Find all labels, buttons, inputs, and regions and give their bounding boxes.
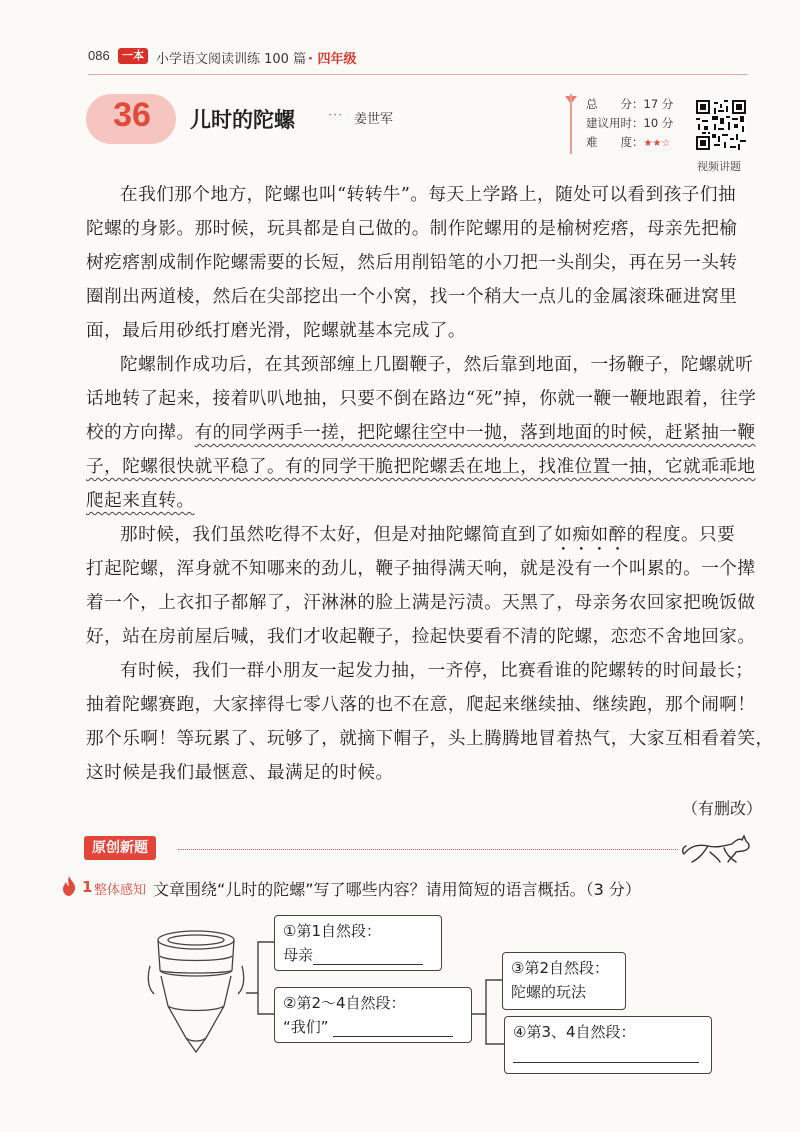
spinning-top-image xyxy=(146,926,246,1060)
article-line xyxy=(120,524,735,548)
difficulty xyxy=(586,134,670,150)
info-box xyxy=(570,94,690,154)
box-1-answer xyxy=(283,944,423,965)
box-3-content: 陀螺的玩法 xyxy=(511,983,587,1001)
article-line: 这时候是我们最惬意、最满足的时候。 xyxy=(86,763,394,783)
article-line: 着一个，上衣扣子都解了，汗淋淋的脸上满是污渍。天黑了，母亲务农回家把晚饭做 xyxy=(86,593,756,613)
article-line: 有时候，我们一群小朋友一起发力抽，一齐停，比赛看谁的陀螺转的时间最长； xyxy=(120,661,754,681)
article-line: 那个乐啊！等玩累了、玩够了，就摘下帽子，头上腾腾地冒着热气，大家互相看着笑， xyxy=(86,729,774,749)
diagram-box-4 xyxy=(504,1016,712,1074)
author-name: 姜世军 xyxy=(354,112,394,127)
underlined-sentence: 有的同学两手一搓，把陀螺往空中一抛，落到地面的时候，赶紧抽一鞭 xyxy=(194,423,756,443)
box-2-title: ②第2～4自然段： xyxy=(283,994,406,1012)
answer-blank-4[interactable] xyxy=(513,1046,699,1063)
article-line: 抽着陀螺赛跑，大家摔得七零八落的也不在意，爬起来继续抽、继续跑，那个闹啊！ xyxy=(86,695,756,715)
diagram-box-3 xyxy=(502,952,626,1010)
answer-blank-1[interactable] xyxy=(313,948,423,965)
answer-blank-2[interactable] xyxy=(333,1020,453,1037)
article-line: 打起陀螺，浑身就不知哪来的劲儿，鞭子抽得满天响，就是没有一个叫累的。一个撵 xyxy=(86,559,756,579)
underlined-sentence: 爬起来直转。 xyxy=(86,491,195,511)
underlined-sentence: 子，陀螺很快就平稳了。有的同学干脆把陀螺丢在地上，找准位置一抽，它就乖乖地 xyxy=(86,457,756,477)
series-badge: 一本 xyxy=(118,48,148,64)
article-text: 校的方向撵。 xyxy=(86,423,195,443)
article-line: 好，站在房前屋后喊，我们才收起鞭子，捡起快要看不清的陀螺，恋恋不舍地回家。 xyxy=(86,627,756,647)
new-question-divider xyxy=(178,849,678,850)
grade-label: · 四年级 xyxy=(308,52,357,67)
article-line xyxy=(86,422,756,446)
article-line: 圈削出两道棱，然后在尖部挖出一个小窝，找一个稍大一点儿的金属滚珠砸进窝里 xyxy=(86,287,738,307)
page-number: 086 xyxy=(88,48,110,63)
diagram-box-1 xyxy=(274,915,442,971)
article-line: 陀螺制作成功后，在其颈部缠上几圈鞭子，然后靠到地面，一扬鞭子，陀螺就听 xyxy=(120,355,754,375)
diagram-box-2 xyxy=(274,987,472,1043)
box-1-title: ①第1自然段： xyxy=(283,922,381,940)
difficulty-label: 难 度： xyxy=(586,135,644,149)
lesson-title: 儿时的陀螺 xyxy=(190,108,295,132)
article-line: 陀螺的身影。那时候，玩具都是自己做的。制作陀螺用的是榆树疙瘩，母亲先把榆 xyxy=(86,219,738,239)
fire-icon xyxy=(62,876,76,896)
cat-icon xyxy=(680,832,752,866)
box-4-title: ④第3、4自然段： xyxy=(513,1023,636,1041)
box-1-content: 母亲 xyxy=(283,946,314,964)
source-note: （有删改） xyxy=(682,799,763,818)
article-line: 在我们那个地方，陀螺也叫“转转牛”。每天上学路上，随处可以看到孩子们抽 xyxy=(120,185,737,205)
new-question-label: 原创新题 xyxy=(84,836,156,860)
box-3-title: ③第2自然段： xyxy=(511,959,609,977)
title-dots: ··· xyxy=(328,108,344,123)
box-2-content: “我们” xyxy=(283,1018,329,1036)
article-text: 那时候，我们虽然吃得不太好，但是对抽陀螺简直到了 xyxy=(120,525,555,545)
total-score: 总 分：17 分 xyxy=(586,97,674,111)
header-divider xyxy=(88,74,748,75)
article-text: 的程度。只要 xyxy=(626,525,736,545)
book-title: 小学语文阅读训练 100 篇 xyxy=(156,52,307,67)
article-line: 树疙瘩割成制作陀螺需要的长短，然后用削铅笔的小刀把一头削尖，再在另一头转 xyxy=(86,253,738,273)
lesson-number: 36 xyxy=(113,96,151,134)
difficulty-stars-icon: ★★☆ xyxy=(643,138,671,149)
qr-label: 视频讲题 xyxy=(697,160,741,173)
article-line: 话地转了起来，接着叭叭地抽，只要不倒在路边“死”掉，你就一鞭一鞭地跟着，往学 xyxy=(86,389,757,409)
question-text: 文章围绕“儿时的陀螺”写了哪些内容？请用简短的语言概括。（3 分） xyxy=(153,880,641,899)
suggested-time: 建议用时：10 分 xyxy=(586,116,674,130)
article-line: 面，最后用砂纸打磨光滑，陀螺就基本完成了。 xyxy=(86,321,466,341)
question-tag: 整体感知 xyxy=(94,883,147,898)
box-4-answer xyxy=(513,1045,699,1063)
qr-code-icon[interactable] xyxy=(696,100,746,150)
box-2-answer xyxy=(283,1016,453,1037)
emphasized-phrase: 如痴如醉 xyxy=(554,525,627,545)
question-number: 1 xyxy=(82,878,93,896)
